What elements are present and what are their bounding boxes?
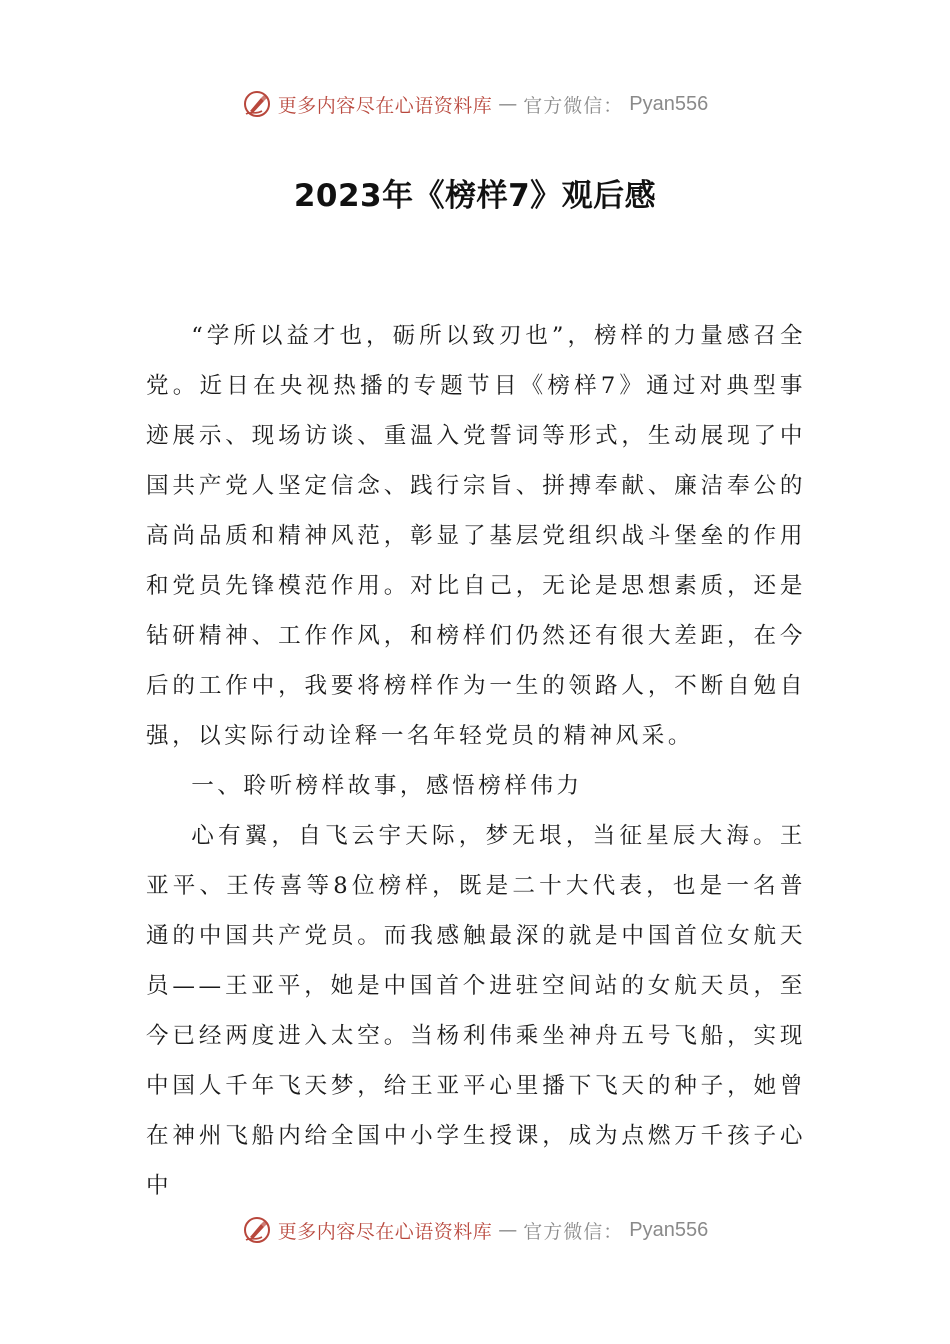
- document-title: 2023年《榜样7》观后感: [293, 178, 657, 214]
- pen-nib-logo-icon: [242, 1215, 272, 1245]
- header-watermark: [0, 84, 950, 124]
- footer-watermark: [0, 1210, 950, 1250]
- document-body: [146, 311, 806, 1211]
- watermark-dash: —: [498, 1219, 518, 1241]
- watermark-wechat-id: Pyan556: [629, 92, 709, 115]
- watermark-wechat-id: Pyan556: [629, 1218, 709, 1241]
- watermark-wechat-label: 官方微信：: [523, 94, 624, 117]
- watermark-site-text: 更多内容尽在心语资料库: [277, 1220, 493, 1243]
- paragraph-intro: “学所以益才也，砺所以致刃也”，榜样的力量感召全党。近日在央视热播的专题节目《榜样7》通过对典型事迹展示、现场访谈、重温入党誓词等形式，生动展现了中国共产党人坚定信念、践行宗旨、拼搏奉献、廉洁奉公的高尚品质和精神风范，彰显了基层党组织战斗堡垒的作用和党员先锋模范作用。对比自己，无论是思想素质，还是钻研精神、工作作风，和榜样们仍然还有很大差距，在今后的工作中，我要将榜样作为一生的领路人，不断自勉自强，以实际行动诠释一名年轻党员的精神风采。: [146, 323, 806, 749]
- watermark-site-text: 更多内容尽在心语资料库: [277, 94, 493, 117]
- pen-nib-logo-icon: [242, 89, 272, 119]
- section-heading: 一、聆听榜样故事，感悟榜样伟力: [191, 773, 583, 799]
- paragraph-story: 心有翼，自飞云宇天际，梦无垠，当征星辰大海。王亚平、王传喜等8位榜样，既是二十大代表，也是一名普通的中国共产党员。而我感触最深的就是中国首位女航天员——王亚平，她是中国首个进驻空间站的女航天员，至今已经两度进入太空。当杨利伟乘坐神舟五号飞船，实现中国人千年飞天梦，给王亚平心里播下飞天的种子，她曾在神州飞船内给全国中小学生授课，成为点燃万千孩子心中: [146, 823, 806, 1199]
- watermark-wechat-label: 官方微信：: [523, 1220, 624, 1243]
- watermark-dash: —: [498, 93, 518, 115]
